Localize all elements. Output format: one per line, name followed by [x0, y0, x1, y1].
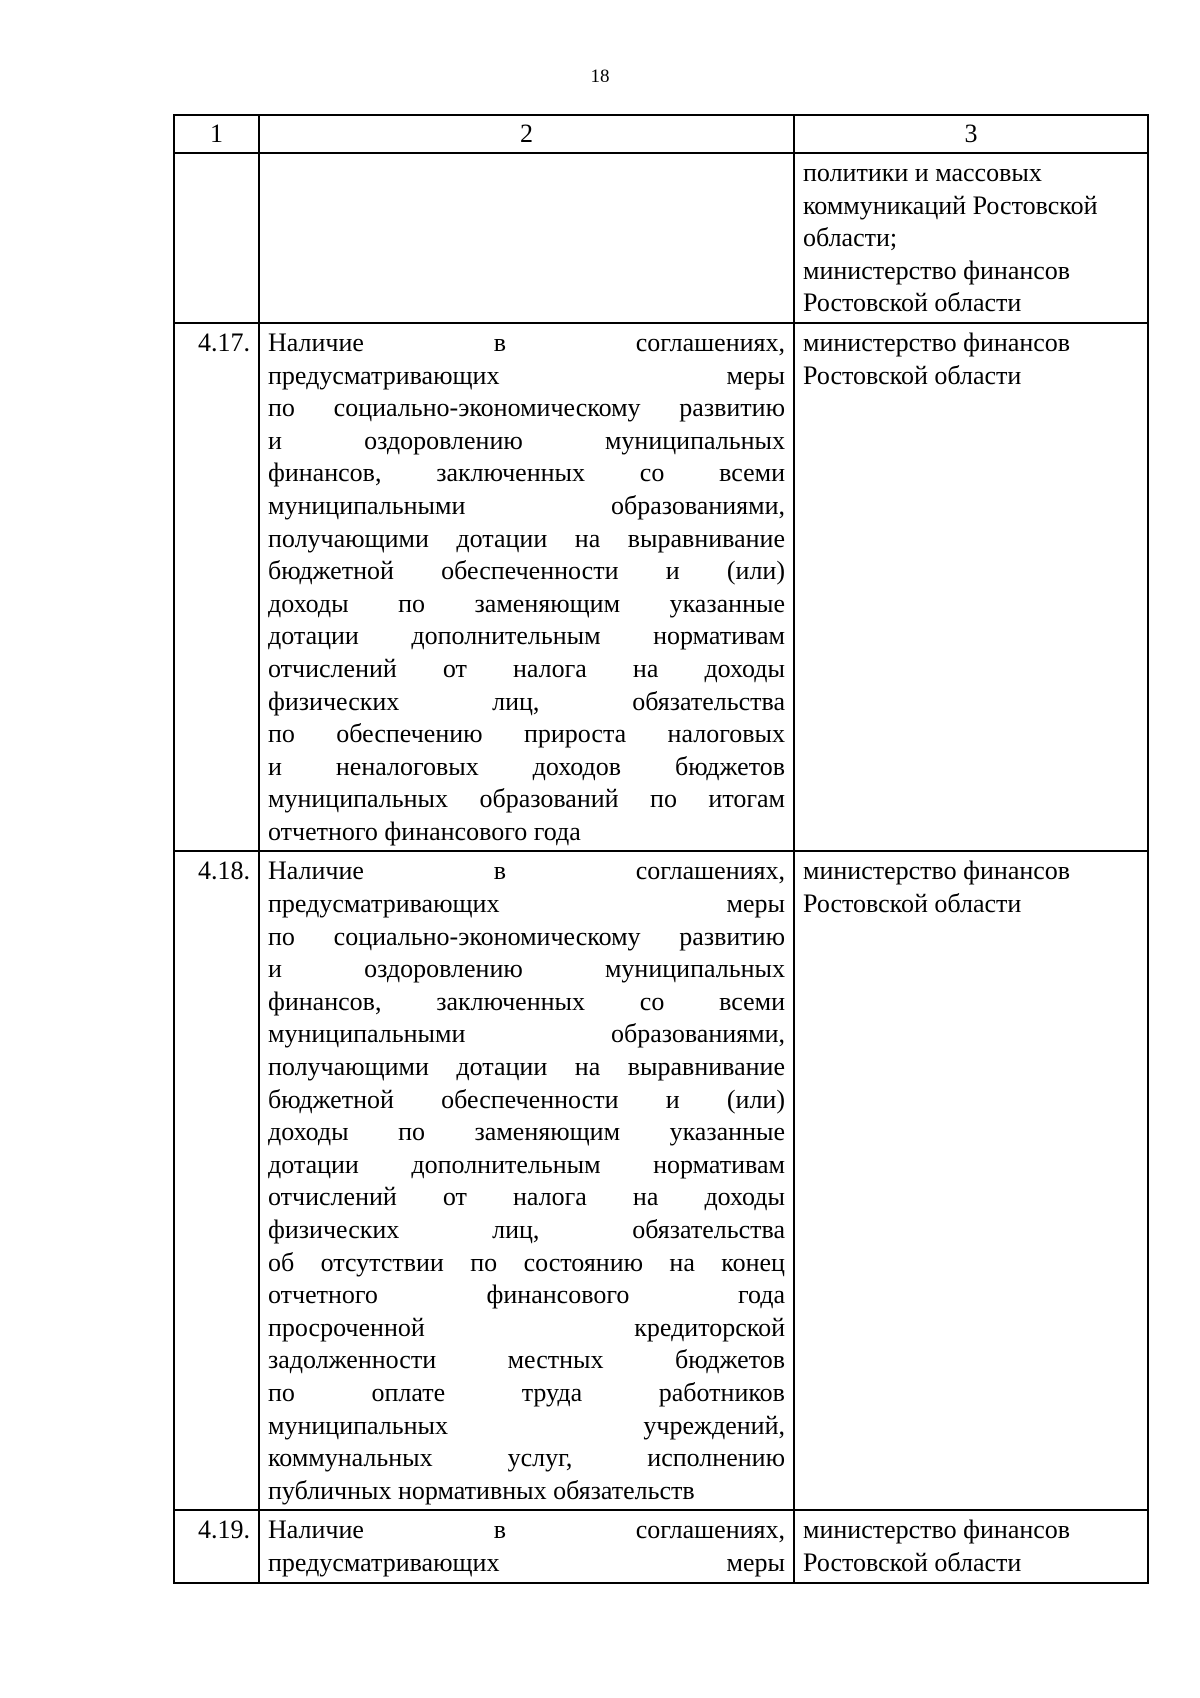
- header-cell-2: 2: [259, 115, 794, 153]
- description-line: финансов, заключенных со всеми: [268, 986, 785, 1016]
- responsible-line: министерство финансов: [803, 1515, 1071, 1545]
- description-line: муниципальными образованиями,: [268, 1019, 785, 1049]
- table-row: [174, 323, 1148, 852]
- row-responsible-cell: [794, 153, 1148, 323]
- description-line: получающими дотации на выравнивание: [268, 523, 785, 553]
- responsible-line: Ростовской области: [803, 360, 1022, 390]
- row-number-cell: [174, 153, 259, 323]
- responsible-line: коммуникаций Ростовской: [803, 190, 1098, 220]
- description-line: об отсутствии по состоянию на конец: [268, 1247, 785, 1277]
- description-line: по социально-экономическому развитию: [268, 921, 785, 951]
- header-cell-3: 3: [794, 115, 1148, 153]
- description-line: отчетного финансового года: [268, 816, 581, 846]
- description-line: бюджетной обеспеченности и (или): [268, 1084, 785, 1114]
- description-line: просроченной кредиторской: [268, 1312, 785, 1342]
- description-line: получающими дотации на выравнивание: [268, 1052, 785, 1082]
- responsible-line: министерство финансов: [803, 856, 1071, 886]
- row-responsible-cell: [794, 323, 1148, 852]
- table-row: [174, 1510, 1148, 1582]
- description-line: отчислений от налога на доходы: [268, 653, 785, 683]
- document-table: [173, 114, 1149, 1584]
- row-description-cell: [259, 323, 794, 852]
- row-description-cell: [259, 1510, 794, 1582]
- responsible-line: Ростовской области: [803, 288, 1022, 318]
- row-description-cell: [259, 153, 794, 323]
- description-line: Наличие в соглашениях,: [268, 856, 785, 886]
- description-line: задолженности местных бюджетов: [268, 1345, 785, 1375]
- description-line: предусматривающих меры: [268, 889, 785, 919]
- responsible-line: политики и массовых: [803, 158, 1042, 187]
- description-line: Наличие в соглашениях,: [268, 327, 785, 357]
- row-responsible-cell: [794, 1510, 1148, 1582]
- responsible-line: Ростовской области: [803, 889, 1022, 919]
- description-line: публичных нормативных обязательств: [268, 1475, 695, 1505]
- row-responsible-cell: [794, 851, 1148, 1510]
- description-line: по обеспечению прироста налоговых: [268, 719, 785, 749]
- description-line: коммунальных услуг, исполнению: [268, 1443, 785, 1473]
- description-line: Наличие в соглашениях,: [268, 1515, 785, 1545]
- description-line: дотации дополнительным нормативам: [268, 621, 785, 651]
- description-line: бюджетной обеспеченности и (или): [268, 556, 785, 586]
- page-number: 18: [590, 66, 610, 87]
- description-line: муниципальных учреждений,: [268, 1410, 785, 1440]
- responsible-line: министерство финансов: [803, 255, 1071, 285]
- description-line: доходы по заменяющим указанные: [268, 1117, 785, 1147]
- row-number-cell: 4.18.: [174, 851, 259, 1510]
- row-number-cell: 4.17.: [174, 323, 259, 852]
- description-line: физических лиц, обязательства: [268, 686, 785, 716]
- table-header-row: [174, 115, 1148, 153]
- description-line: предусматривающих меры: [268, 1547, 785, 1577]
- row-number-cell: 4.19.: [174, 1510, 259, 1582]
- description-line: отчислений от налога на доходы: [268, 1182, 785, 1212]
- description-line: по социально-экономическому развитию: [268, 393, 785, 423]
- row-description-cell: [259, 851, 794, 1510]
- description-line: отчетного финансового года: [268, 1280, 785, 1310]
- description-line: и оздоровлению муниципальных: [268, 954, 785, 984]
- description-line: дотации дополнительным нормативам: [268, 1149, 785, 1179]
- responsible-line: министерство финансов: [803, 327, 1071, 357]
- description-line: по оплате труда работников: [268, 1377, 785, 1407]
- description-line: доходы по заменяющим указанные: [268, 588, 785, 618]
- description-line: физических лиц, обязательства: [268, 1215, 785, 1244]
- description-line: и оздоровлению муниципальных: [268, 425, 785, 455]
- table-row: [174, 851, 1148, 1510]
- description-line: финансов, заключенных со всеми: [268, 458, 785, 488]
- responsible-line: Ростовской области: [803, 1547, 1022, 1577]
- description-line: муниципальных образований по итогам: [268, 784, 785, 814]
- description-line: и неналоговых доходов бюджетов: [268, 751, 785, 781]
- description-line: предусматривающих меры: [268, 360, 785, 390]
- responsible-line: области;: [803, 223, 898, 253]
- header-cell-1: 1: [174, 115, 259, 153]
- table-row-continuation: [174, 153, 1148, 323]
- description-line: муниципальными образованиями,: [268, 490, 785, 520]
